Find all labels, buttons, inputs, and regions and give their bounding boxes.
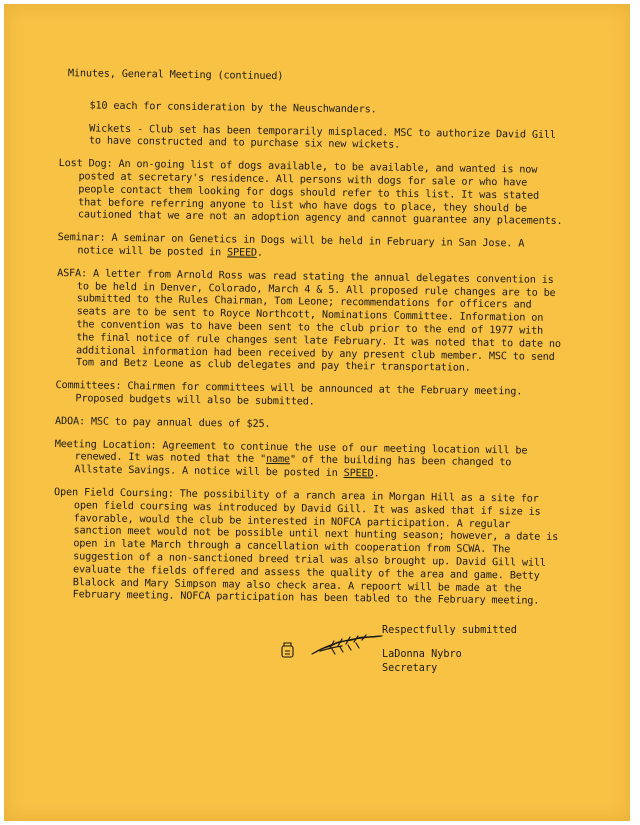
paragraph-lost-dog: Lost Dog: An on-going list of dogs available, to be available, and wanted is now posted at secretary's residence. All persons with dogs for sale or who have people contact them looking for dogs should refer to this list. It was stated that before referring anyone to list who have dogs to place, they should be cautioned that we are not an adoption agency and cannot guarantee any placements. bbox=[58, 158, 563, 228]
paper-sheet bbox=[4, 4, 630, 821]
paragraph-adoa: ADOA: MSC to pay annual dues of $25. bbox=[54, 415, 271, 430]
location-text: Meeting Location: Agreement to continue the use of our meeting location will be renewed. It was noted that the " bbox=[54, 438, 528, 466]
secretary-name: LaDonna Nybro bbox=[382, 649, 462, 660]
name-underlined: name bbox=[265, 454, 291, 466]
paragraph-meeting-location bbox=[54, 438, 559, 483]
location-text-2: " of the building has been changed to Allstate Savings. A notice will be posted in bbox=[74, 454, 512, 480]
seminar-end: . bbox=[256, 247, 264, 259]
paragraph-seminar bbox=[57, 232, 562, 265]
paragraph-fee: $10 each for consideration by the Neuschwanders. bbox=[89, 100, 377, 116]
secretary-title: Secretary bbox=[382, 663, 438, 674]
seminar-text: Seminar: A seminar on Genetics in Dogs will be held in February in San Jose. A notice will be posted in bbox=[57, 232, 525, 259]
minutes-document bbox=[52, 68, 565, 619]
page-header: Minutes, General Meeting (continued) bbox=[67, 68, 284, 83]
paragraph-open-field-coursing: Open Field Coursing: The possibility of a ranch area in Morgan Hill as a site for open field coursing was introduced by David Gill. It was asked that if size is favorable, would the club be interested in NOFCA participation. A regular sanction meet would not be possible until next hunting season; however, a date is open in late March through a cancellation with cooperation from SCWA. The suggestion of a non-sanctioned breed trial was also brought up. David Gill will evaluate the fields offered and assess the quality of the area and game. Betty Blalock and Mary Simpson may also check area. A repoort will be made at the February meeting. NOFCA participation has been tabled to the February meeting. bbox=[53, 486, 559, 608]
closing-text: Respectfully submitted bbox=[382, 625, 517, 636]
paragraph-asfa: ASFA: A letter from Arnold Ross was read stating the annual delegates convention is to be held in Denver, Colorado, March 4 & 5. All proposed rule changes are to be submitted to the Rules Chairman, Tom Leone; recommendations for officers and seats are to be sent to Royce Northcott, Nominations Committee. Information on the convention was to have been sent to the club prior to the end of 1977 with the final notice of rule changes sent late February. It was noted that to date no additional information had been received by any present club member. MSC to send Tom and Betz Leone as club delegates and pay their transportation. bbox=[57, 267, 561, 375]
speed-newsletter-ref-2: SPEED bbox=[343, 468, 374, 480]
speed-newsletter-ref: SPEED bbox=[226, 247, 258, 259]
location-end: . bbox=[373, 468, 380, 480]
paragraph-committees: Committees: Chairmen for committees will be announced at the February meeting. Proposed budgets will also be submitted. bbox=[55, 380, 523, 408]
paragraph-wickets: Wickets - Club set has been temporarily misplaced. MSC to authorize David Gill to have constructed and to purchase six new wickets. bbox=[88, 123, 556, 152]
signature-block bbox=[382, 624, 517, 676]
